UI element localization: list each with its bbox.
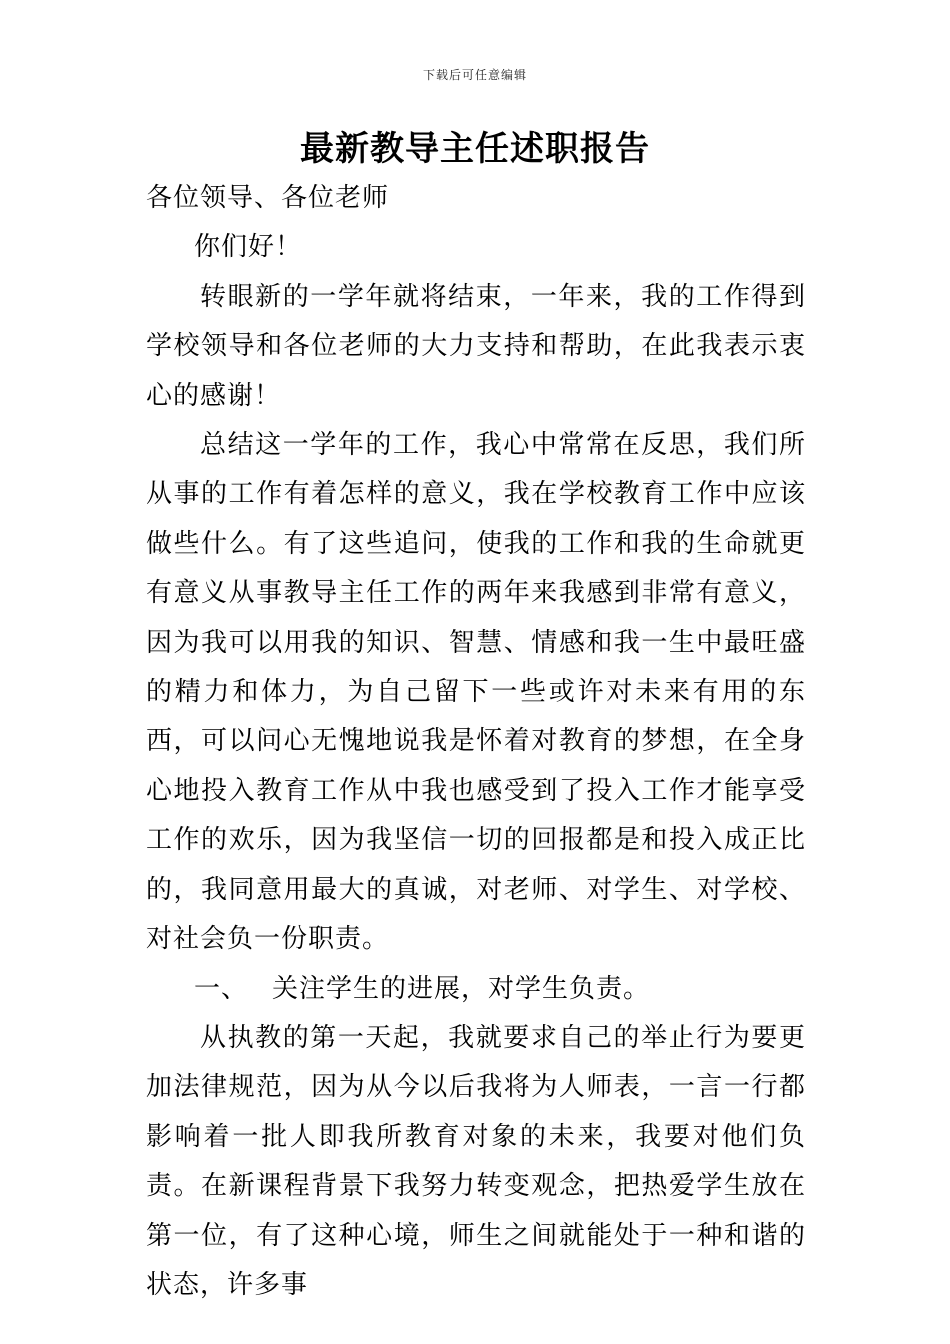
page-title: 最新教导主任述职报告 [300,129,650,169]
paragraph-thanks: 转眼新的一学年就将结束，一年来，我的工作得到学校领导和各位老师的大力支持和帮助，在此我表示衷心的感谢！ [146,281,806,411]
header-note: 下载后可任意编辑 [422,68,527,82]
paragraph-students: 从执教的第一天起，我就要求自己的举止行为要更加法律规范，因为从今以后我将为人师表，一言一行都影响着一批人即我所教育对象的未来，我要对他们负责。在新课程背景下我努力转变观念，把热爱学生放在第一位，有了这种心境，师生之间就能处于一种和谐的状态，许多事 [146,1022,806,1300]
paragraph-reflection: 总结这一学年的工作，我心中常常在反思，我们所从事的工作有着怎样的意义，我在学校教育工作中应该做些什么。有了这些追问，使我的工作和我的生命就更有意义从事教导主任工作的两年来我感到非常有意义，因为我可以用我的知识、智慧、情感和我一生中最旺盛的精力和体力，为自己留下一些或许对未来有用的东西，可以问心无愧地说我是怀着对教育的梦想，在全身心地投入教育工作从中我也感受到了投入工作才能享受工作的欢乐，因为我坚信一切的回报都是和投入成正比的，我同意用最大的真诚，对老师、对学生、对学校、对社会负一份职责。 [146,430,806,955]
greeting: 你们好！ [194,232,303,263]
section-heading-text: 关注学生的进展，对学生负责。 [272,973,651,1004]
salutation: 各位领导、各位老师 [146,183,390,213]
section-number: 一、 [194,973,249,1004]
document-body [146,174,806,1310]
section-heading [146,965,806,1014]
